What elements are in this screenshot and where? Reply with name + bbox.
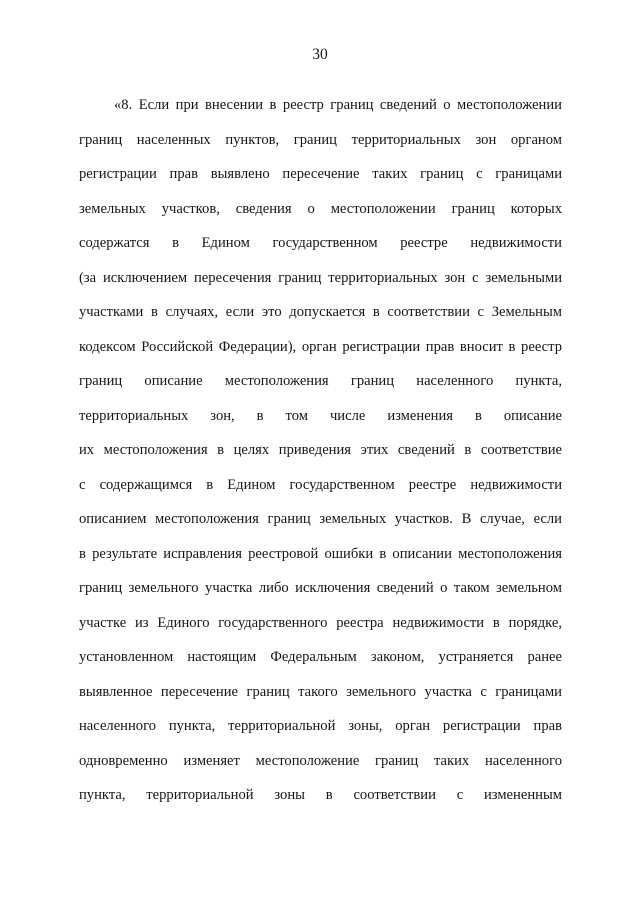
text-line: участке из Единого государственного реестра недвижимости в порядке, (79, 614, 562, 631)
text-line: выявленное пересечение границ такого земельного участка с границами (79, 683, 562, 700)
text-line: содержатся в Едином государственном реестре недвижимости (79, 235, 562, 251)
text-line: территориальных зон, в том числе изменения в описание (79, 407, 562, 424)
text-line: описанием местоположения границ земельных участков. В случае, если (79, 511, 562, 527)
text-line: границ земельного участка либо исключения сведений о таком земельном (79, 580, 562, 596)
text-line: границ населенных пунктов, границ территориальных зон органом (79, 131, 562, 148)
text-line: с содержащимся в Едином государственном реестре недвижимости (79, 476, 562, 493)
text-line: в результате исправления реестровой ошибки в описании местоположения (79, 545, 562, 562)
text-line: границ описание местоположения границ населенного пункта, (79, 373, 562, 389)
text-line: установленном настоящим Федеральным законом, устраняется ранее (79, 649, 562, 665)
text-line: одновременно изменяет местоположение границ таких населенного (79, 752, 562, 769)
text-line: «8. Если при внесении в реестр границ сведений о местоположении (114, 97, 562, 113)
text-line: пункта, территориальной зоны в соответствии с измененным (79, 787, 562, 803)
body-paragraph (79, 88, 562, 813)
text-line: регистрации прав выявлено пересечение таких границ с границами (79, 166, 562, 182)
text-line: (за исключением пересечения границ территориальных зон с земельными (79, 269, 562, 286)
text-line: их местоположения в целях приведения этих сведений в соответствие (79, 442, 562, 458)
text-line: кодексом Российской Федерации), орган регистрации прав вносит в реестр (79, 338, 562, 355)
text-line: участками в случаях, если это допускается в соответствии с Земельным (79, 304, 562, 320)
text-line: населенного пункта, территориальной зоны, орган регистрации прав (79, 718, 562, 734)
text-line: земельных участков, сведения о местоположении границ которых (79, 200, 562, 217)
page-number: 30 (312, 46, 328, 63)
